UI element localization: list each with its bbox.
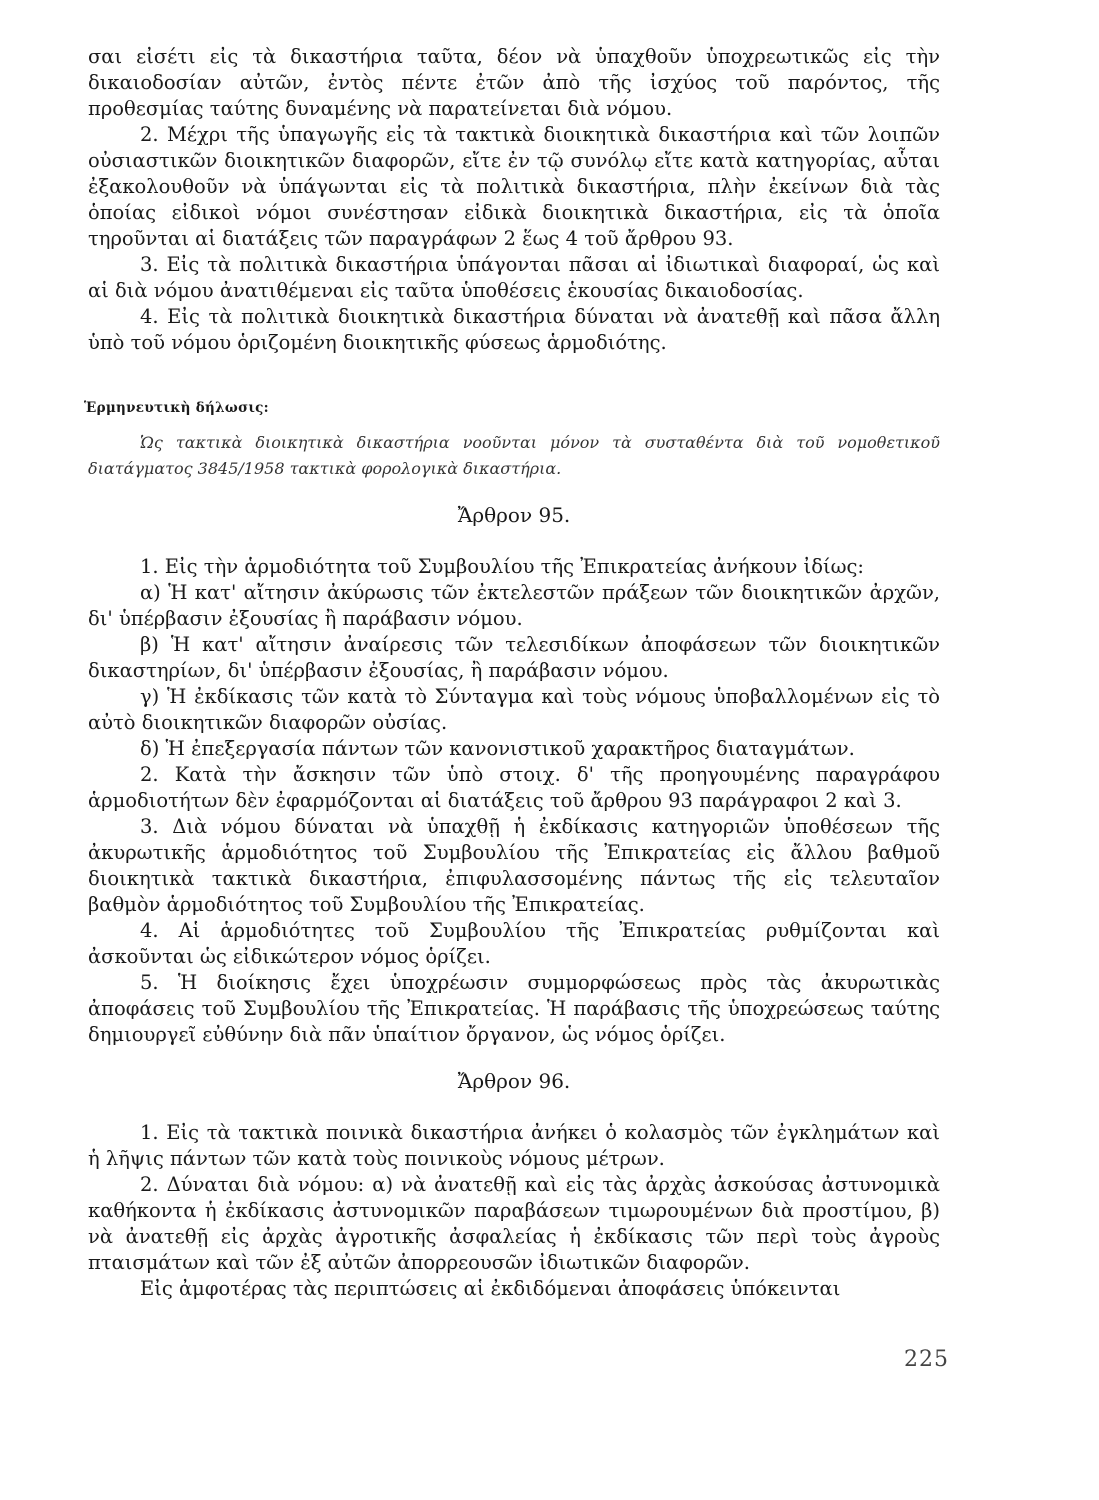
page-content [84,44,940,1302]
art95-paragraph-4: 4. Αἱ ἁρμοδιότητες τοῦ Συμβουλίου τῆς Ἐπικρατείας ρυθμίζονται καὶ ἀσκοῦνται ὡς εἰδικώτερον νόμος ὁρίζει. [88,919,940,968]
art96-paragraph-continuation: Εἰς ἀμφοτέρας τὰς περιπτώσεις αἱ ἐκδιδόμεναι ἀποφάσεις ὑπόκεινται [140,1277,841,1300]
art95-item-b: β) Ἡ κατ' αἴτησιν ἀναίρεσις τῶν τελεσιδίκων ἀποφάσεων τῶν διοικητικῶν δικαστηρίων, δι' ὑπέρβασιν ἐξουσίας, ἢ παράβασιν νόμου. [88,633,940,682]
article-95-title: Ἄρθρον 95. [457,503,571,527]
art95-paragraph-3: 3. Διὰ νόμου δύναται νὰ ὑπαχθῇ ἡ ἐκδίκασις κατηγοριῶν ὑποθέσεων τῆς ἀκυρωτικῆς ἁρμοδιότητος τοῦ Συμβουλίου τῆς Ἐπικρατείας εἰς ἄλλου βαθμοῦ διοικητικὰ τακτικὰ δικαστήρια, ἐπιφυλασσομένης πάντως τῆς εἰς τελευταῖον βαθμὸν ἁρμοδιότητος τοῦ Συμβουλίου τῆς Ἐπικρατείας. [88,815,940,916]
interpretive-note: Ὡς τακτικὰ διοικητικὰ δικαστήρια νοοῦνται μόνον τὰ συσταθέντα διὰ τοῦ νομοθετικοῦ διατάγματος 3845/1958 τακτικὰ φορολογικὰ δικαστήρια. [88,433,940,478]
article-96-title: Ἄρθρον 96. [457,1069,571,1093]
art95-paragraph-1: 1. Εἰς τὴν ἁρμοδιότητα τοῦ Συμβουλίου τῆς Ἐπικρατείας ἀνήκουν ἰδίως: [140,555,864,578]
page-number: 225 [904,1347,949,1372]
art96-paragraph-1: 1. Εἰς τὰ τακτικὰ ποινικὰ δικαστήρια ἀνήκει ὁ κολασμὸς τῶν ἐγκλημάτων καὶ ἡ λῆψις πάντων τῶν κατὰ τοὺς ποινικοὺς νόμους μέτρων. [88,1121,940,1170]
intro-paragraph: σαι εἰσέτι εἰς τὰ δικαστήρια ταῦτα, δέον νὰ ὑπαχθοῦν ὑποχρεωτικῶς εἰς τὴν δικαιοδοσίαν αὐτῶν, ἐντὸς πέντε ἐτῶν ἀπὸ τῆς ἰσχύος τοῦ παρόντος, τῆς προθεσμίας ταύτης δυναμένης νὰ παρατείνεται διὰ νόμου. [88,45,940,120]
art94-paragraph-2: 2. Μέχρι τῆς ὑπαγωγῆς εἰς τὰ τακτικὰ διοικητικὰ δικαστήρια καὶ τῶν λοιπῶν οὐσιαστικῶν διοικητικῶν διαφορῶν, εἴτε ἐν τῷ συνόλῳ εἴτε κατὰ κατηγορίας, αὗται ἐξακολουθοῦν νὰ ὑπάγωνται εἰς τὰ πολιτικὰ δικαστήρια, πλὴν ἐκείνων διὰ τὰς ὁποίας εἰδικοὶ νόμοι συνέστησαν εἰδικὰ διοικητικὰ δικαστήρια, εἰς τὰ ὁποῖα τηροῦνται αἱ διατάξεις τῶν παραγράφων 2 ἕως 4 τοῦ ἄρθρου 93. [88,123,940,250]
art95-item-c: γ) Ἡ ἐκδίκασις τῶν κατὰ τὸ Σύνταγμα καὶ τοὺς νόμους ὑποβαλλομένων εἰς τὸ αὐτὸ διοικητικῶν διαφορῶν οὐσίας. [88,685,940,734]
art95-item-d: δ) Ἡ ἐπεξεργασία πάντων τῶν κανονιστικοῦ χαρακτῆρος διαταγμάτων. [140,737,855,760]
art94-paragraph-3: 3. Εἰς τὰ πολιτικὰ δικαστήρια ὑπάγονται πᾶσαι αἱ ἰδιωτικαὶ διαφοραί, ὡς καὶ αἱ διὰ νόμου ἀνατιθέμεναι εἰς ταῦτα ὑποθέσεις ἑκουσίας δικαιοδοσίας. [88,253,940,302]
art96-paragraph-2: 2. Δύναται διὰ νόμου: α) νὰ ἀνατεθῇ καὶ εἰς τὰς ἀρχὰς ἀσκούσας ἀστυνομικὰ καθήκοντα ἡ ἐκδίκασις ἀστυνομικῶν παραβάσεων τιμωρουμένων διὰ προστίμου, β) νὰ ἀνατεθῇ εἰς ἀρχὰς ἀγροτικῆς ἀσφαλείας ἡ ἐκδίκασις τῶν περὶ τοὺς ἀγροὺς πταισμάτων καὶ τῶν ἐξ αὐτῶν ἀπορρεουσῶν ἰδιωτικῶν διαφορῶν. [88,1173,940,1274]
art95-paragraph-2: 2. Κατὰ τὴν ἄσκησιν τῶν ὑπὸ στοιχ. δ' τῆς προηγουμένης παραγράφου ἁρμοδιοτήτων δὲν ἐφαρμόζονται αἱ διατάξεις τοῦ ἄρθρου 93 παράγραφοι 2 καὶ 3. [88,763,940,812]
art94-paragraph-4: 4. Εἰς τὰ πολιτικὰ διοικητικὰ δικαστήρια δύναται νὰ ἀνατεθῇ καὶ πᾶσα ἄλλη ὑπὸ τοῦ νόμου ὁριζομένη διοικητικῆς φύσεως ἁρμοδιότης. [88,305,940,354]
art95-paragraph-5: 5. Ἡ διοίκησις ἔχει ὑποχρέωσιν συμμορφώσεως πρὸς τὰς ἀκυρωτικὰς ἀποφάσεις τοῦ Συμβουλίου τῆς Ἐπικρατείας. Ἡ παράβασις τῆς ὑποχρεώσεως ταύτης δημιουργεῖ εὐθύνην διὰ πᾶν ὑπαίτιον ὄργανον, ὡς νόμος ὁρίζει. [88,971,940,1046]
interpretive-heading: Ἑρμηνευτικὴ δήλωσις: [84,400,269,416]
art95-item-a: α) Ἡ κατ' αἴτησιν ἀκύρωσις τῶν ἐκτελεστῶν πράξεων τῶν διοικητικῶν ἀρχῶν, δι' ὑπέρβασιν ἐξουσίας ἢ παράβασιν νόμου. [88,581,940,630]
